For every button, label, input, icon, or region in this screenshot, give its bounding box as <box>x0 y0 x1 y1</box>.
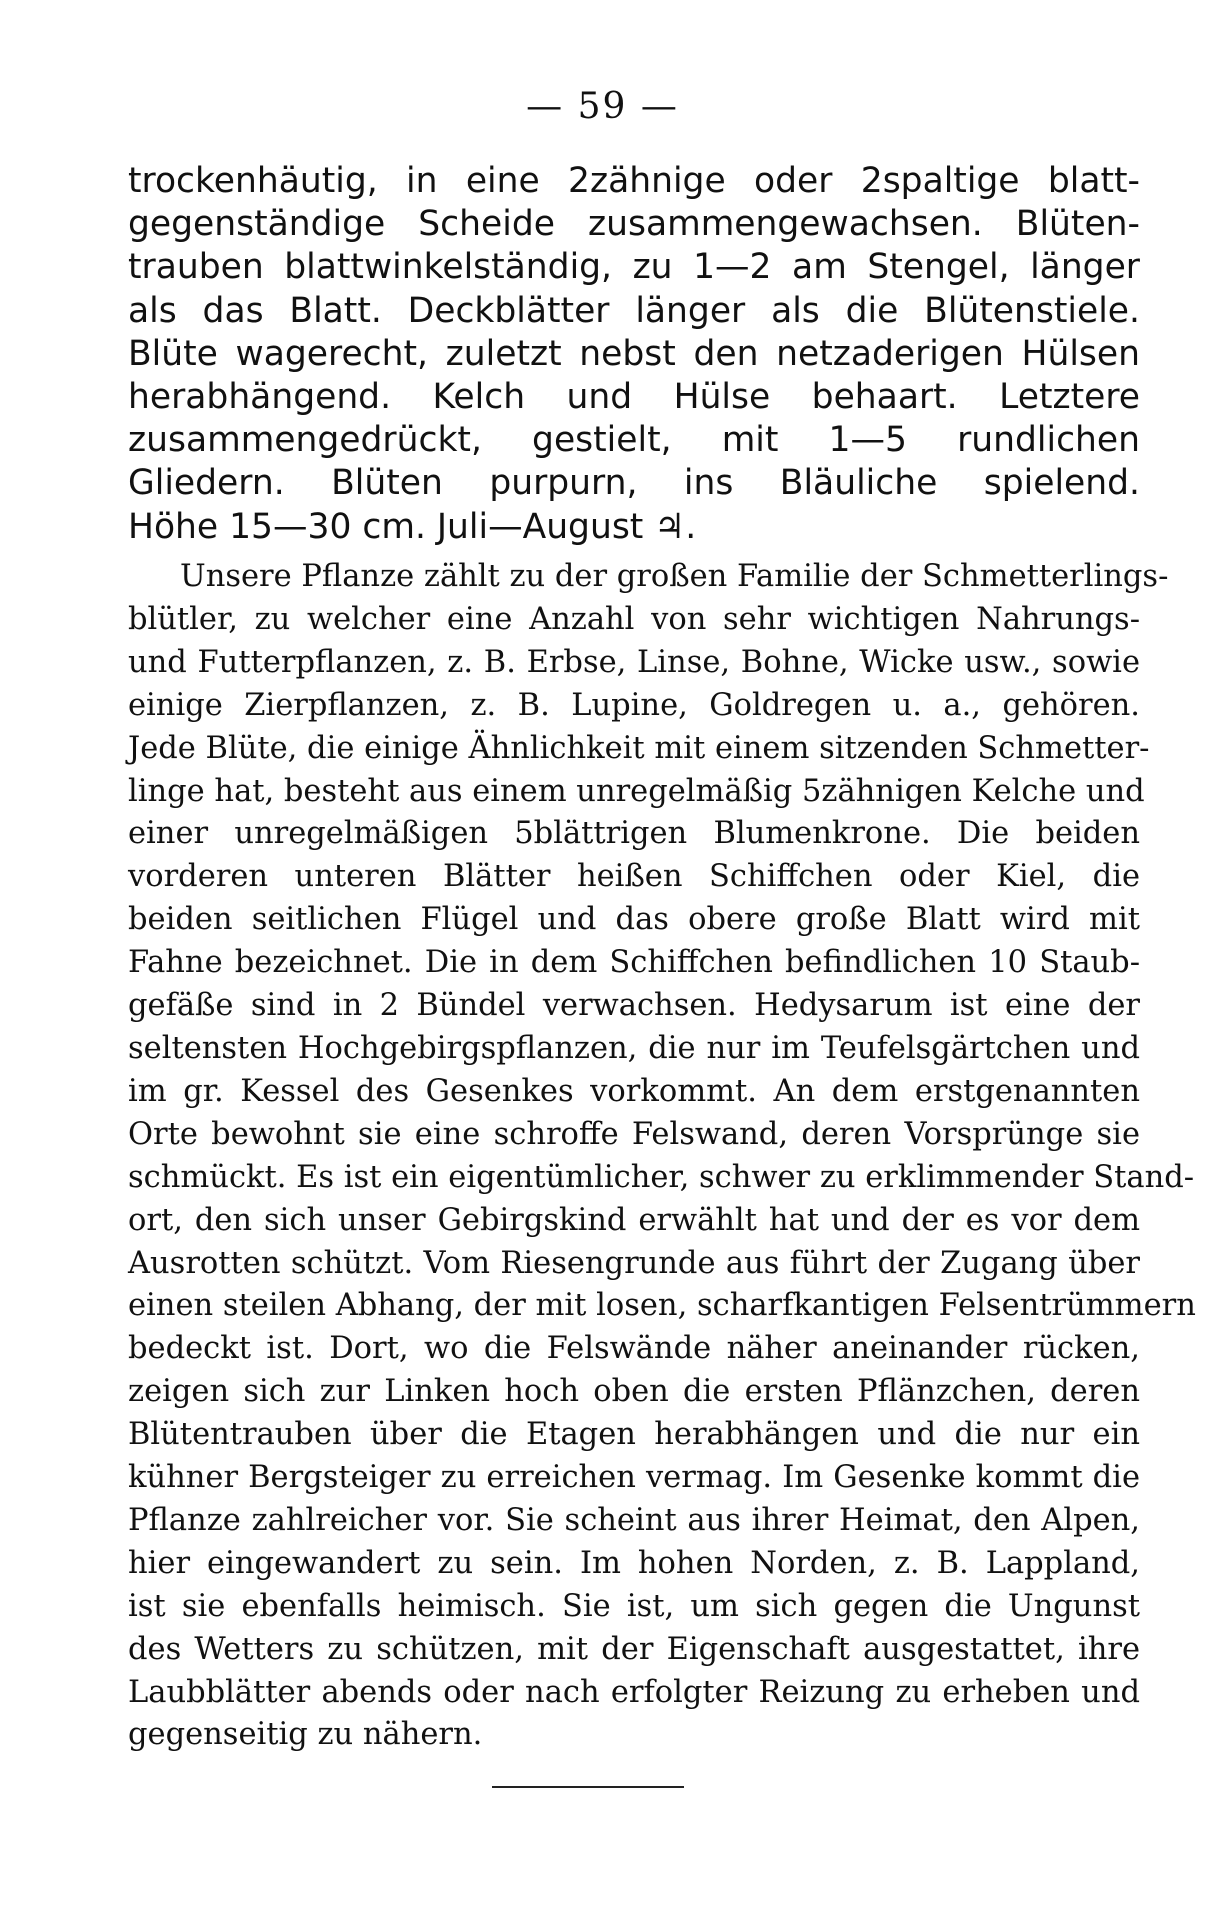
paragraph-line: Ausrotten schützt. Vom Riesengrunde aus führt der Zugang über <box>128 1245 1140 1281</box>
paragraph-line: Pflanze zahlreicher vor. Sie scheint aus ihrer Heimat, den Alpen, <box>128 1502 1140 1538</box>
description-line: zusammengedrückt, gestielt, mit 1—5 rundlichen <box>128 420 1140 461</box>
paragraph-line: des Wetters zu schützen, mit der Eigenschaft ausgestattet, ihre <box>128 1631 1140 1667</box>
paragraph-line: einige Zierpflanzen, z. B. Lupine, Goldregen u. a., gehören. <box>128 687 1140 723</box>
paragraph-line: Jede Blüte, die einige Ähnlichkeit mit einem sitzenden Schmetter- <box>128 730 1150 766</box>
paragraph-line: Fahne bezeichnet. Die in dem Schiffchen befindlichen 10 Staub- <box>128 945 1140 981</box>
paragraph-line: beiden seitlichen Flügel und das obere große Blatt wird mit <box>128 902 1140 938</box>
paragraph-line: linge hat, besteht aus einem unregelmäßig 5zähnigen Kelche und <box>128 773 1145 809</box>
paragraph-line: im gr. Kessel des Gesenkes vorkommt. An dem erstgenannten <box>128 1073 1140 1109</box>
section-end-rule <box>492 1786 684 1788</box>
paragraph-line: gegenseitig zu nähern. <box>128 1717 483 1753</box>
description-line: herabhängend. Kelch und Hülse behaart. Letztere <box>128 377 1140 418</box>
plant-description <box>128 160 1140 549</box>
description-line: trauben blattwinkelständig, zu 1—2 am Stengel, länger <box>128 247 1140 288</box>
paragraph-line: Blütentrauben über die Etagen herabhängen und die nur ein <box>128 1417 1140 1453</box>
description-line: gegenständige Scheide zusammengewachsen. Blüten- <box>128 204 1140 245</box>
page-number: — 59 — <box>526 86 679 127</box>
paragraph-line: schmückt. Es ist ein eigentümlicher, schwer zu erklimmender Stand- <box>128 1159 1195 1195</box>
paragraph-line: ist sie ebenfalls heimisch. Sie ist, um sich gegen die Ungunst <box>128 1588 1140 1624</box>
paragraph-line: bedeckt ist. Dort, wo die Felswände näher aneinander rücken, <box>128 1331 1140 1367</box>
paragraph-line: Laubblätter abends oder nach erfolgter Reizung zu erheben und <box>128 1674 1140 1710</box>
paragraph-line: hier eingewandert zu sein. Im hohen Norden, z. B. Lappland, <box>128 1545 1140 1581</box>
paragraph-line: Orte bewohnt sie eine schroffe Felswand, deren Vorsprünge sie <box>128 1116 1140 1152</box>
description-line: trockenhäutig, in eine 2zähnige oder 2spaltige blatt- <box>128 161 1140 201</box>
paragraph-line: gefäße sind in 2 Bündel verwachsen. Hedysarum ist eine der <box>128 988 1140 1024</box>
paragraph-line: Unsere Pflanze zählt zu der großen Familie der Schmetterlings- <box>180 559 1169 594</box>
paragraph-line: und Futterpflanzen, z. B. Erbse, Linse, Bohne, Wicke usw., sowie <box>128 644 1140 680</box>
description-line: Höhe 15—30 cm. Juli—August ♃. <box>128 506 697 547</box>
body-paragraph <box>128 556 1196 1757</box>
description-line: Blüte wagerecht, zuletzt nebst den netzaderigen Hülsen <box>128 333 1140 374</box>
paragraph-line: vorderen unteren Blätter heißen Schiffchen oder Kiel, die <box>128 859 1140 895</box>
description-line: als das Blatt. Deckblätter länger als die Blütenstiele. <box>128 290 1140 331</box>
paragraph-line: ort, den sich unser Gebirgskind erwählt hat und der es vor dem <box>128 1202 1140 1238</box>
paragraph-line: blütler, zu welcher eine Anzahl von sehr wichtigen Nahrungs- <box>128 601 1140 637</box>
paragraph-line: einen steilen Abhang, der mit losen, scharfkantigen Felsentrümmern <box>128 1288 1196 1324</box>
description-line: Gliedern. Blüten purpurn, ins Bläuliche spielend. <box>128 463 1140 504</box>
paragraph-line: seltensten Hochgebirgspflanzen, die nur im Teufelsgärtchen und <box>128 1030 1140 1066</box>
paragraph-line: kühner Bergsteiger zu erreichen vermag. Im Gesenke kommt die <box>128 1460 1140 1496</box>
paragraph-line: einer unregelmäßigen 5blättrigen Blumenkrone. Die beiden <box>128 816 1140 852</box>
paragraph-line: zeigen sich zur Linken hoch oben die ersten Pflänzchen, deren <box>128 1374 1140 1410</box>
